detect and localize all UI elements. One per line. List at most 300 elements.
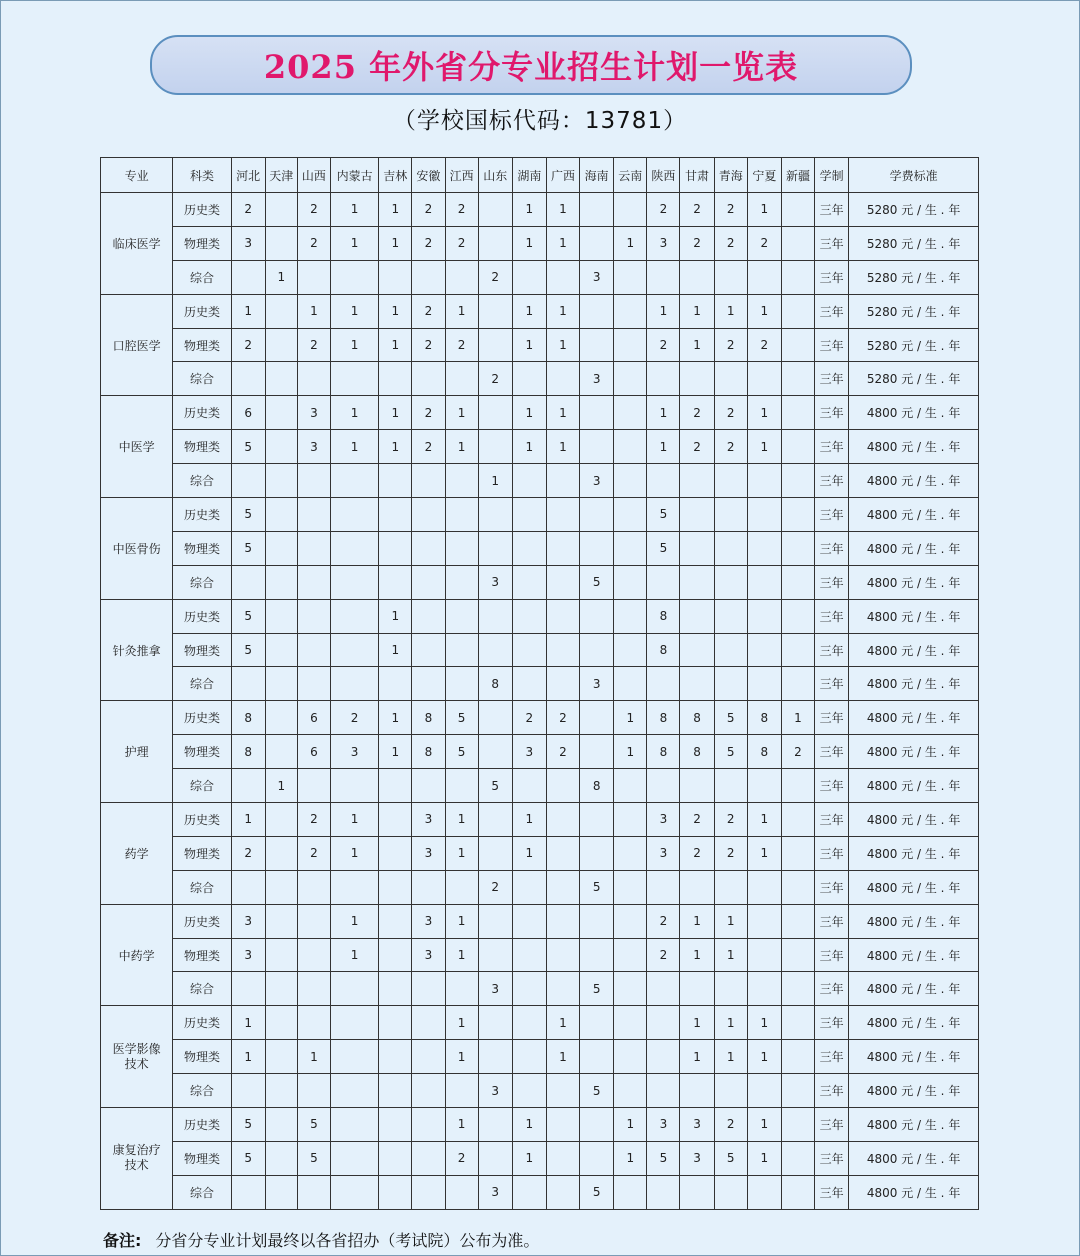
quota-cell <box>614 565 647 599</box>
quota-cell: 3 <box>412 938 445 972</box>
subject-type-cell: 综合 <box>173 565 231 599</box>
quota-cell: 1 <box>747 294 781 328</box>
quota-cell: 2 <box>714 226 747 260</box>
quota-cell <box>781 1141 814 1175</box>
quota-cell: 2 <box>478 260 512 294</box>
column-header: 学费标准 <box>849 158 979 193</box>
quota-cell <box>781 328 814 362</box>
quota-cell <box>614 193 647 227</box>
quota-cell <box>747 464 781 498</box>
quota-cell <box>680 667 714 701</box>
quota-cell <box>580 633 614 667</box>
quota-cell <box>265 599 297 633</box>
quota-cell: 1 <box>331 193 379 227</box>
quota-cell: 1 <box>714 1006 747 1040</box>
quota-cell <box>297 633 330 667</box>
subject-type-cell: 物理类 <box>173 836 231 870</box>
quota-cell <box>412 498 445 532</box>
column-header: 安徽 <box>412 158 445 193</box>
quota-cell <box>614 1175 647 1209</box>
quota-cell <box>614 396 647 430</box>
quota-cell <box>297 667 330 701</box>
duration-cell: 三年 <box>815 294 849 328</box>
quota-cell <box>297 464 330 498</box>
quota-cell: 5 <box>445 701 478 735</box>
column-header: 天津 <box>265 158 297 193</box>
quota-cell: 3 <box>478 972 512 1006</box>
duration-cell: 三年 <box>815 1074 849 1108</box>
quota-cell <box>680 599 714 633</box>
tuition-cell: 5280 元 / 生 . 年 <box>849 294 979 328</box>
quota-cell <box>747 870 781 904</box>
subject-type-cell: 历史类 <box>173 904 231 938</box>
quota-cell: 5 <box>647 1141 680 1175</box>
quota-cell <box>297 972 330 1006</box>
duration-cell: 三年 <box>815 328 849 362</box>
quota-cell <box>714 972 747 1006</box>
quota-cell: 2 <box>478 362 512 396</box>
quota-cell: 1 <box>614 226 647 260</box>
quota-cell <box>580 701 614 735</box>
quota-cell: 8 <box>412 701 445 735</box>
table-row <box>101 870 979 904</box>
subject-type-cell: 历史类 <box>173 599 231 633</box>
quota-cell: 8 <box>680 701 714 735</box>
quota-cell <box>478 904 512 938</box>
quota-cell <box>781 260 814 294</box>
quota-cell <box>546 1108 579 1142</box>
quota-cell <box>614 599 647 633</box>
quota-cell <box>647 1006 680 1040</box>
quota-cell: 3 <box>231 226 265 260</box>
quota-cell: 2 <box>297 193 330 227</box>
quota-cell <box>379 1006 412 1040</box>
tuition-cell: 4800 元 / 生 . 年 <box>849 667 979 701</box>
quota-cell <box>614 633 647 667</box>
quota-cell <box>412 1175 445 1209</box>
table-row <box>101 1074 979 1108</box>
quota-cell <box>445 260 478 294</box>
quota-cell: 2 <box>680 396 714 430</box>
quota-cell <box>297 260 330 294</box>
quota-cell: 2 <box>546 701 579 735</box>
quota-cell: 1 <box>512 226 546 260</box>
quota-cell: 1 <box>680 1006 714 1040</box>
quota-cell <box>546 531 579 565</box>
quota-cell <box>445 464 478 498</box>
quota-cell: 6 <box>297 735 330 769</box>
quota-cell: 2 <box>231 328 265 362</box>
quota-cell: 1 <box>331 803 379 837</box>
quota-cell <box>379 1108 412 1142</box>
quota-cell <box>265 904 297 938</box>
table-row <box>101 531 979 565</box>
quota-cell <box>412 972 445 1006</box>
quota-cell <box>412 1141 445 1175</box>
quota-cell: 1 <box>445 836 478 870</box>
quota-cell <box>478 294 512 328</box>
quota-cell: 6 <box>231 396 265 430</box>
quota-cell <box>546 260 579 294</box>
quota-cell: 3 <box>680 1108 714 1142</box>
quota-cell <box>546 498 579 532</box>
quota-cell: 1 <box>379 430 412 464</box>
quota-cell <box>714 1175 747 1209</box>
quota-cell: 1 <box>445 294 478 328</box>
quota-cell <box>580 803 614 837</box>
subject-type-cell: 历史类 <box>173 193 231 227</box>
subject-type-cell: 综合 <box>173 362 231 396</box>
quota-cell: 3 <box>412 803 445 837</box>
quota-cell <box>265 1074 297 1108</box>
tuition-cell: 4800 元 / 生 . 年 <box>849 498 979 532</box>
quota-cell <box>647 769 680 803</box>
quota-cell <box>614 1040 647 1074</box>
quota-cell: 3 <box>580 667 614 701</box>
column-header: 内蒙古 <box>331 158 379 193</box>
quota-cell <box>680 260 714 294</box>
quota-cell <box>512 599 546 633</box>
quota-cell <box>747 667 781 701</box>
quota-cell: 1 <box>445 904 478 938</box>
quota-cell <box>647 362 680 396</box>
duration-cell: 三年 <box>815 904 849 938</box>
quota-cell <box>331 633 379 667</box>
quota-cell <box>445 498 478 532</box>
quota-cell: 5 <box>297 1141 330 1175</box>
quota-cell: 1 <box>546 430 579 464</box>
subject-type-cell: 综合 <box>173 667 231 701</box>
tuition-cell: 5280 元 / 生 . 年 <box>849 260 979 294</box>
quota-cell <box>714 633 747 667</box>
quota-cell <box>231 870 265 904</box>
quota-cell <box>265 193 297 227</box>
quota-cell <box>781 836 814 870</box>
quota-cell: 1 <box>265 260 297 294</box>
quota-cell: 2 <box>412 430 445 464</box>
quota-cell <box>265 1040 297 1074</box>
quota-cell <box>412 531 445 565</box>
quota-cell <box>781 803 814 837</box>
quota-cell <box>546 836 579 870</box>
quota-cell: 3 <box>297 396 330 430</box>
subject-type-cell: 物理类 <box>173 226 231 260</box>
quota-cell <box>379 1040 412 1074</box>
quota-cell: 1 <box>512 294 546 328</box>
column-header: 宁夏 <box>747 158 781 193</box>
quota-cell: 2 <box>680 193 714 227</box>
major-name-cell: 针灸推拿 <box>101 599 173 701</box>
quota-cell: 1 <box>445 1108 478 1142</box>
quota-cell: 2 <box>714 193 747 227</box>
quota-cell: 1 <box>747 1040 781 1074</box>
table-body <box>101 193 979 1210</box>
quota-cell <box>614 430 647 464</box>
tuition-cell: 4800 元 / 生 . 年 <box>849 735 979 769</box>
quota-cell <box>412 1040 445 1074</box>
tuition-cell: 5280 元 / 生 . 年 <box>849 226 979 260</box>
duration-cell: 三年 <box>815 836 849 870</box>
quota-cell: 2 <box>297 836 330 870</box>
quota-cell <box>614 498 647 532</box>
quota-cell <box>781 1108 814 1142</box>
quota-cell <box>331 972 379 1006</box>
quota-cell: 5 <box>580 1175 614 1209</box>
quota-cell <box>412 362 445 396</box>
quota-cell: 1 <box>680 328 714 362</box>
quota-cell <box>445 1175 478 1209</box>
quota-cell: 1 <box>614 1108 647 1142</box>
quota-cell: 2 <box>512 701 546 735</box>
quota-cell <box>647 260 680 294</box>
quota-cell <box>546 972 579 1006</box>
duration-cell: 三年 <box>815 396 849 430</box>
duration-cell: 三年 <box>815 193 849 227</box>
subject-type-cell: 综合 <box>173 870 231 904</box>
quota-cell <box>747 1074 781 1108</box>
quota-cell <box>265 362 297 396</box>
quota-cell <box>478 633 512 667</box>
quota-cell <box>331 599 379 633</box>
quota-cell <box>412 599 445 633</box>
quota-cell <box>714 565 747 599</box>
duration-cell: 三年 <box>815 1108 849 1142</box>
quota-cell <box>747 565 781 599</box>
quota-cell: 1 <box>747 430 781 464</box>
column-header: 山东 <box>478 158 512 193</box>
quota-cell: 2 <box>546 735 579 769</box>
quota-cell: 1 <box>297 1040 330 1074</box>
subject-type-cell: 物理类 <box>173 1141 231 1175</box>
quota-cell: 1 <box>714 904 747 938</box>
quota-cell <box>331 1108 379 1142</box>
quota-cell: 2 <box>647 938 680 972</box>
major-name-cell: 医学影像技术 <box>101 1006 173 1108</box>
quota-cell: 5 <box>478 769 512 803</box>
quota-cell: 3 <box>331 735 379 769</box>
quota-cell <box>546 1074 579 1108</box>
quota-cell <box>714 464 747 498</box>
quota-cell <box>265 735 297 769</box>
quota-cell <box>379 836 412 870</box>
quota-cell <box>297 938 330 972</box>
quota-cell <box>478 430 512 464</box>
quota-cell: 1 <box>331 938 379 972</box>
quota-cell <box>614 328 647 362</box>
table-row <box>101 294 979 328</box>
quota-cell <box>680 498 714 532</box>
quota-cell <box>331 1074 379 1108</box>
quota-cell <box>297 1006 330 1040</box>
tuition-cell: 4800 元 / 生 . 年 <box>849 1141 979 1175</box>
quota-cell <box>781 430 814 464</box>
quota-cell <box>546 667 579 701</box>
quota-cell: 3 <box>647 1108 680 1142</box>
quota-cell <box>231 667 265 701</box>
quota-cell <box>512 1040 546 1074</box>
subject-type-cell: 历史类 <box>173 1006 231 1040</box>
quota-cell <box>580 1141 614 1175</box>
quota-cell <box>445 599 478 633</box>
table-row <box>101 599 979 633</box>
quota-cell: 1 <box>747 1141 781 1175</box>
quota-cell: 1 <box>747 1108 781 1142</box>
quota-cell: 1 <box>331 396 379 430</box>
quota-cell: 1 <box>445 1040 478 1074</box>
quota-cell: 1 <box>546 396 579 430</box>
tuition-cell: 5280 元 / 生 . 年 <box>849 193 979 227</box>
quota-cell: 1 <box>331 294 379 328</box>
column-header: 青海 <box>714 158 747 193</box>
table-header-row <box>101 158 979 193</box>
quota-cell: 2 <box>680 226 714 260</box>
quota-cell: 2 <box>714 803 747 837</box>
quota-cell <box>747 769 781 803</box>
tuition-cell: 4800 元 / 生 . 年 <box>849 396 979 430</box>
tuition-cell: 4800 元 / 生 . 年 <box>849 836 979 870</box>
quota-cell <box>781 464 814 498</box>
quota-cell: 1 <box>747 396 781 430</box>
tuition-cell: 4800 元 / 生 . 年 <box>849 870 979 904</box>
quota-cell <box>265 531 297 565</box>
quota-cell: 3 <box>478 565 512 599</box>
quota-cell <box>546 904 579 938</box>
quota-cell: 1 <box>379 193 412 227</box>
quota-cell <box>647 1040 680 1074</box>
quota-cell <box>546 769 579 803</box>
tuition-cell: 4800 元 / 生 . 年 <box>849 972 979 1006</box>
quota-cell: 5 <box>580 870 614 904</box>
tuition-cell: 4800 元 / 生 . 年 <box>849 430 979 464</box>
quota-cell: 8 <box>478 667 512 701</box>
quota-cell <box>546 565 579 599</box>
quota-cell <box>580 1040 614 1074</box>
quota-cell <box>379 972 412 1006</box>
subject-type-cell: 综合 <box>173 972 231 1006</box>
tuition-cell: 4800 元 / 生 . 年 <box>849 904 979 938</box>
quota-cell <box>546 1141 579 1175</box>
quota-cell <box>265 1141 297 1175</box>
quota-cell <box>747 938 781 972</box>
quota-cell <box>478 938 512 972</box>
quota-cell <box>512 972 546 1006</box>
major-name-cell: 中医学 <box>101 396 173 498</box>
duration-cell: 三年 <box>815 430 849 464</box>
quota-cell: 1 <box>546 1040 579 1074</box>
quota-cell: 2 <box>412 226 445 260</box>
quota-cell <box>614 769 647 803</box>
quota-cell: 3 <box>580 362 614 396</box>
quota-cell <box>265 430 297 464</box>
quota-cell <box>781 972 814 1006</box>
quota-cell: 1 <box>379 633 412 667</box>
quota-cell <box>580 531 614 565</box>
quota-cell <box>614 904 647 938</box>
quota-cell <box>412 1108 445 1142</box>
quota-cell <box>297 362 330 396</box>
table-row <box>101 430 979 464</box>
quota-cell: 1 <box>512 430 546 464</box>
quota-cell <box>265 938 297 972</box>
quota-cell <box>379 260 412 294</box>
quota-cell: 1 <box>647 294 680 328</box>
quota-cell <box>512 1175 546 1209</box>
quota-cell <box>580 735 614 769</box>
quota-cell: 1 <box>445 803 478 837</box>
quota-cell <box>265 633 297 667</box>
quota-cell <box>647 667 680 701</box>
quota-cell: 5 <box>580 1074 614 1108</box>
quota-cell <box>478 1141 512 1175</box>
quota-cell <box>331 464 379 498</box>
quota-cell: 3 <box>580 260 614 294</box>
duration-cell: 三年 <box>815 531 849 565</box>
quota-cell <box>680 633 714 667</box>
quota-cell <box>297 599 330 633</box>
quota-cell <box>412 870 445 904</box>
quota-cell: 2 <box>647 904 680 938</box>
quota-cell: 2 <box>714 1108 747 1142</box>
quota-cell <box>379 1141 412 1175</box>
quota-cell <box>747 599 781 633</box>
tuition-cell: 4800 元 / 生 . 年 <box>849 1006 979 1040</box>
quota-cell <box>231 972 265 1006</box>
quota-cell <box>265 972 297 1006</box>
title-banner <box>150 35 912 95</box>
quota-cell <box>512 565 546 599</box>
quota-cell <box>580 836 614 870</box>
quota-cell: 2 <box>445 226 478 260</box>
quota-cell: 1 <box>512 1141 546 1175</box>
quota-cell <box>379 1074 412 1108</box>
quota-cell: 1 <box>747 803 781 837</box>
table-row <box>101 667 979 701</box>
quota-cell <box>781 904 814 938</box>
quota-cell <box>647 565 680 599</box>
quota-cell <box>478 226 512 260</box>
quota-cell: 3 <box>478 1074 512 1108</box>
quota-cell <box>445 870 478 904</box>
quota-cell <box>265 1175 297 1209</box>
quota-cell <box>478 396 512 430</box>
duration-cell: 三年 <box>815 226 849 260</box>
quota-cell: 1 <box>546 1006 579 1040</box>
column-header: 海南 <box>580 158 614 193</box>
quota-cell <box>714 870 747 904</box>
quota-cell <box>265 464 297 498</box>
table-row <box>101 260 979 294</box>
quota-cell <box>714 769 747 803</box>
duration-cell: 三年 <box>815 464 849 498</box>
table-row <box>101 464 979 498</box>
tuition-cell: 4800 元 / 生 . 年 <box>849 599 979 633</box>
subject-type-cell: 综合 <box>173 1074 231 1108</box>
quota-cell <box>546 599 579 633</box>
quota-cell: 3 <box>580 464 614 498</box>
quota-cell <box>580 904 614 938</box>
table-row <box>101 328 979 362</box>
quota-cell: 2 <box>714 396 747 430</box>
quota-cell: 1 <box>379 701 412 735</box>
quota-cell <box>614 531 647 565</box>
subject-type-cell: 物理类 <box>173 430 231 464</box>
quota-cell <box>297 904 330 938</box>
duration-cell: 三年 <box>815 769 849 803</box>
quota-cell: 1 <box>331 836 379 870</box>
tuition-cell: 4800 元 / 生 . 年 <box>849 1108 979 1142</box>
tuition-cell: 4800 元 / 生 . 年 <box>849 1175 979 1209</box>
quota-cell <box>546 938 579 972</box>
